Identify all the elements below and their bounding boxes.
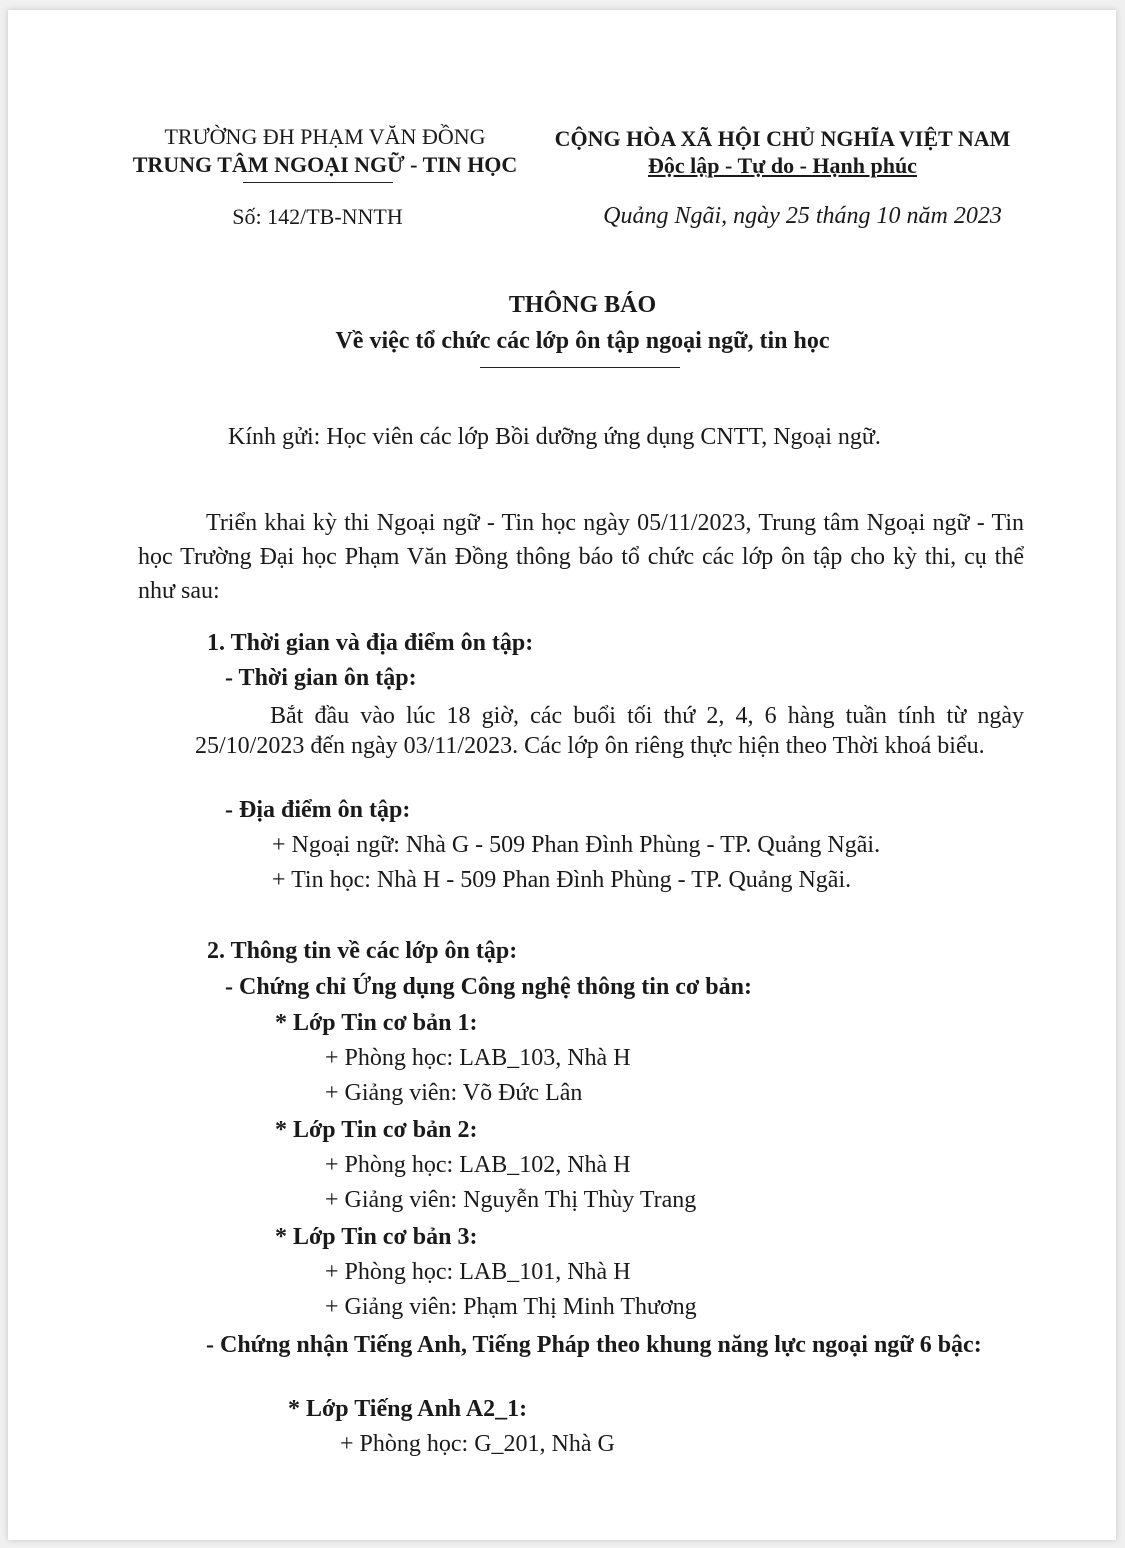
class-teacher: + Giảng viên: Nguyễn Thị Thùy Trang — [325, 1187, 697, 1213]
time-heading: - Thời gian ôn tập: — [225, 665, 417, 691]
place-heading: - Địa điểm ôn tập: — [225, 797, 411, 823]
section2-heading: 2. Thông tin về các lớp ôn tập: — [207, 938, 518, 964]
intro-paragraph: Triển khai kỳ thi Ngoại ngữ - Tin học ngày 05/11/2023, Trung tâm Ngoại ngữ - Tin học Trường Đại học Phạm Văn Đồng thông báo tổ chức các lớp ôn tập cho kỳ thi, cụ thể như sau: — [138, 510, 1024, 604]
motto: Độc lập - Tự do - Hạnh phúc — [648, 153, 917, 178]
country-name: CỘNG HÒA XÃ HỘI CHỦ NGHĨA VIỆT NAM — [554, 126, 1011, 151]
class-room: + Phòng học: LAB_102, Nhà H — [325, 1152, 631, 1178]
class-name: * Lớp Tin cơ bản 1: — [275, 1010, 478, 1036]
section1-heading: 1. Thời gian và địa điểm ôn tập: — [207, 630, 534, 656]
document-date: Quảng Ngãi, ngày 25 tháng 10 năm 2023 — [603, 203, 1002, 229]
recipient-line: Kính gửi: Học viên các lớp Bồi dưỡng ứng dụng CNTT, Ngoại ngữ. — [228, 424, 881, 450]
class-teacher: + Giảng viên: Phạm Thị Minh Thương — [325, 1294, 697, 1320]
class-room: + Phòng học: LAB_103, Nhà H — [325, 1045, 631, 1071]
language-class-name: * Lớp Tiếng Anh A2_1: — [288, 1396, 528, 1422]
class-name: * Lớp Tin cơ bản 2: — [275, 1117, 478, 1143]
language-certificate-heading: - Chứng nhận Tiếng Anh, Tiếng Pháp theo khung năng lực ngoại ngữ 6 bậc: — [206, 1332, 982, 1358]
center-name: TRUNG TÂM NGOẠI NGỮ - TIN HỌC — [132, 152, 518, 177]
time-paragraph: Bắt đầu vào lúc 18 giờ, các buổi tối thứ 2, 4, 6 hàng tuần tính từ ngày 25/10/2023 đến ngày 03/11/2023. Các lớp ôn riêng thực hiện theo Thời khoá biểu. — [195, 703, 1024, 759]
school-name: TRƯỜNG ĐH PHẠM VĂN ĐỒNG — [164, 124, 486, 149]
class-teacher: + Giảng viên: Võ Đức Lân — [325, 1080, 583, 1106]
class-room: + Phòng học: LAB_101, Nhà H — [325, 1259, 631, 1285]
language-class-room: + Phòng học: G_201, Nhà G — [340, 1431, 615, 1457]
place-foreign-language: + Ngoại ngữ: Nhà G - 509 Phan Đình Phùng - TP. Quảng Ngãi. — [272, 832, 881, 858]
document-subtitle: Về việc tổ chức các lớp ôn tập ngoại ngữ, tin học — [335, 328, 830, 354]
document-title: THÔNG BÁO — [508, 292, 657, 318]
it-certificate-heading: - Chứng chỉ Ứng dụng Công nghệ thông tin cơ bản: — [225, 974, 752, 1000]
header-left-underline — [243, 182, 393, 183]
place-informatics: + Tin học: Nhà H - 509 Phan Đình Phùng - TP. Quảng Ngãi. — [272, 867, 852, 893]
class-name: * Lớp Tin cơ bản 3: — [275, 1224, 478, 1250]
document-number: Số: 142/TB-NNTH — [232, 204, 403, 229]
title-underline — [480, 367, 680, 368]
